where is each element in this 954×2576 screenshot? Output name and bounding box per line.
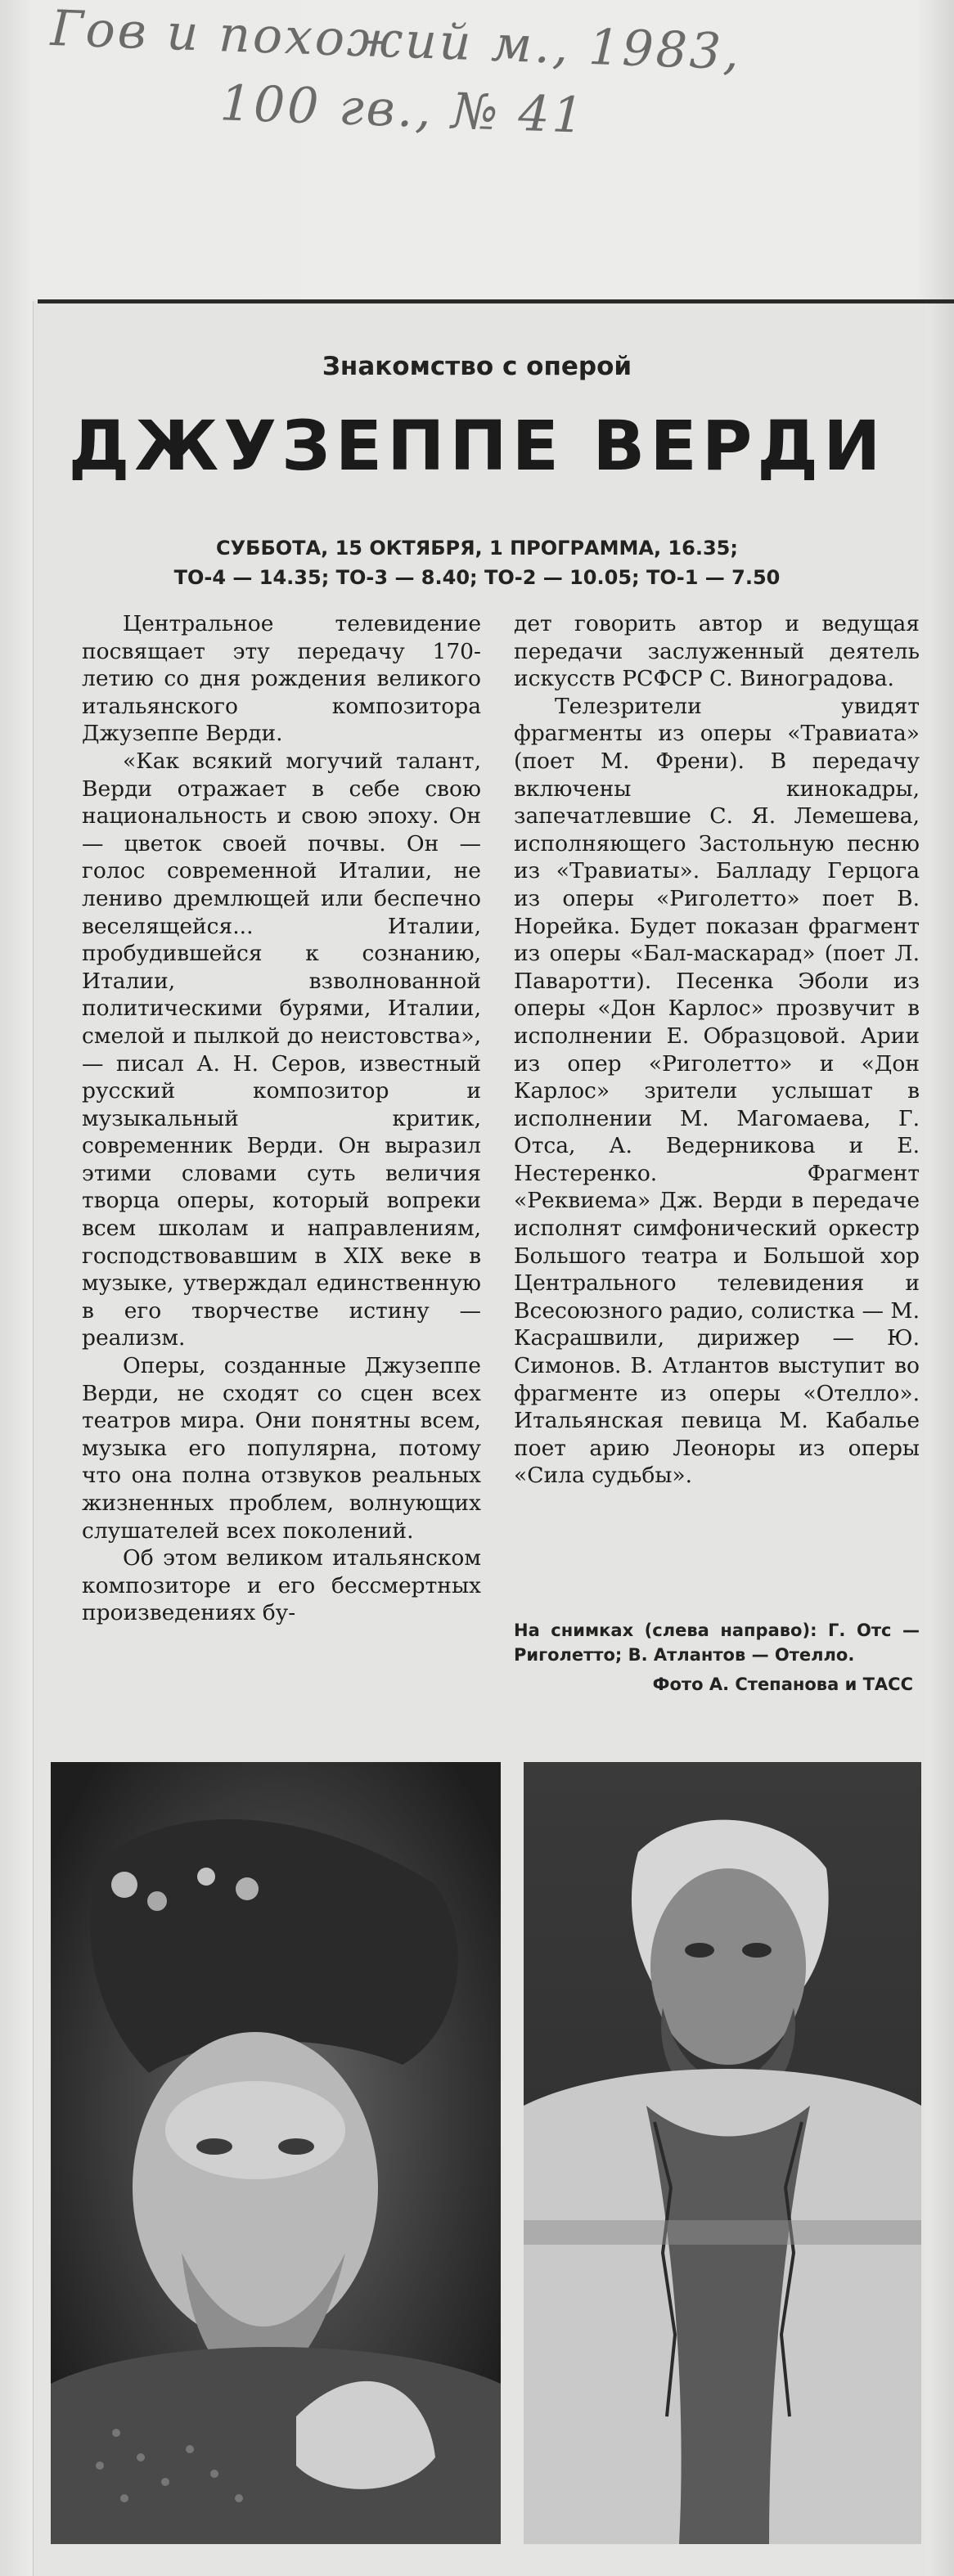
photo-caption [514,1618,920,1697]
rubric-heading: Знакомство с оперой [322,352,632,381]
paragraph: Оперы, созданные Джузеппе Верди, не сходят со сцен всех театров мира. Они понятны всем, музыка его популярна, потому что она полна отзвуков реальных жизненных проблем, волнующих слушателей всех поколений. [82,1353,481,1544]
paragraph: дет говорить автор и ведущая передачи заслуженный деятель искусств РСФСР С. Виноградова. [514,611,920,692]
article-column-left [82,610,481,1627]
article-title: ДЖУЗЕППЕ ВЕРДИ [68,406,886,486]
handwritten-line-2: 100 гв., № 41 [218,74,587,145]
handwritten-line-1: Гов и похожий м., 1983, [49,0,743,82]
schedule-line-2: ТО-4 — 14.35; ТО-3 — 8.40; ТО-2 — 10.05; ТО-1 — 7.50 [173,566,781,589]
paragraph: Центральное телевидение посвящает эту передачу 170-летию со дня рождения великого итальянского композитора Джузеппе Верди. [82,611,481,747]
handwritten-note [47,0,853,169]
paragraph: Об этом великом итальянском композиторе и его бессмертных произведениях бу- [82,1545,481,1626]
photo-ots-rigoletto [51,1762,501,2544]
paragraph: «Как всякий могучий талант, Верди отражает в себе свою национальность и свою эпоху. Он — цветок своей почвы. Он — голос современной Италии, не лениво дремлющей или беспечно веселящейся... Италии, пробудившейся к сознанию, Италии, взволнованной политическими бурями, Италии, смелой и пылкой до неистовства», — писал А. Н. Серов, известный русский композитор и музыкальный критик, современник Верди. Он выразил этими словами суть величия творца оперы, который вопреки всем школам и направлениям, господствовавшим в XIX веке в музыке, утверждал единственную в его творчестве истину — реализм. [82,748,481,1351]
photo-credit: Фото А. Степанова и ТАСС [652,1675,913,1694]
caption-text: На снимках (слева направо): Г. Отс — Риголетто; В. Атлантов — Отелло. [514,1621,920,1665]
schedule-line-1: СУББОТА, 15 ОКТЯБРЯ, 1 ПРОГРАММА, 16.35; [216,537,738,560]
article-column-right [514,610,920,1490]
broadcast-schedule [0,533,954,592]
photo-atlantov-image [524,1762,921,2544]
photo-atlantov-othello [524,1762,921,2544]
top-rule [38,299,954,303]
paragraph: Телезрители увидят фрагменты из оперы «Травиата» (поет М. Френи). В передачу включены кинокадры, запечатлевшие С. Я. Лемешева, исполняющего Застольную песню из «Травиаты». Балладу Герцога из оперы «Риголетто» поет В. Норейка. Будет показан фрагмент из оперы «Бал-маскарад» (поет Л. Паваротти). Песенка Эболи из оперы «Дон Карлос» прозвучит в исполнении Е. Образцовой. Арии из опер «Риголетто» и «Дон Карлос» зрители услышат в исполнении М. Магомаева, Г. Отса, А. Ведерникова и Е. Нестеренко. Фрагмент «Реквиема» Дж. Верди в передаче исполнят симфонический оркестр Большого театра и Большой хор Центрального телевидения и Всесоюзного радио, солистка — М. Касрашвили, дирижер — Ю. Симонов. В. Атлантов выступит во фрагменте из оперы «Отелло». Итальянская певица М. Кабалье поет арию Леоноры из оперы «Сила судьбы». [514,693,920,1489]
photo-ots-image [51,1762,501,2544]
